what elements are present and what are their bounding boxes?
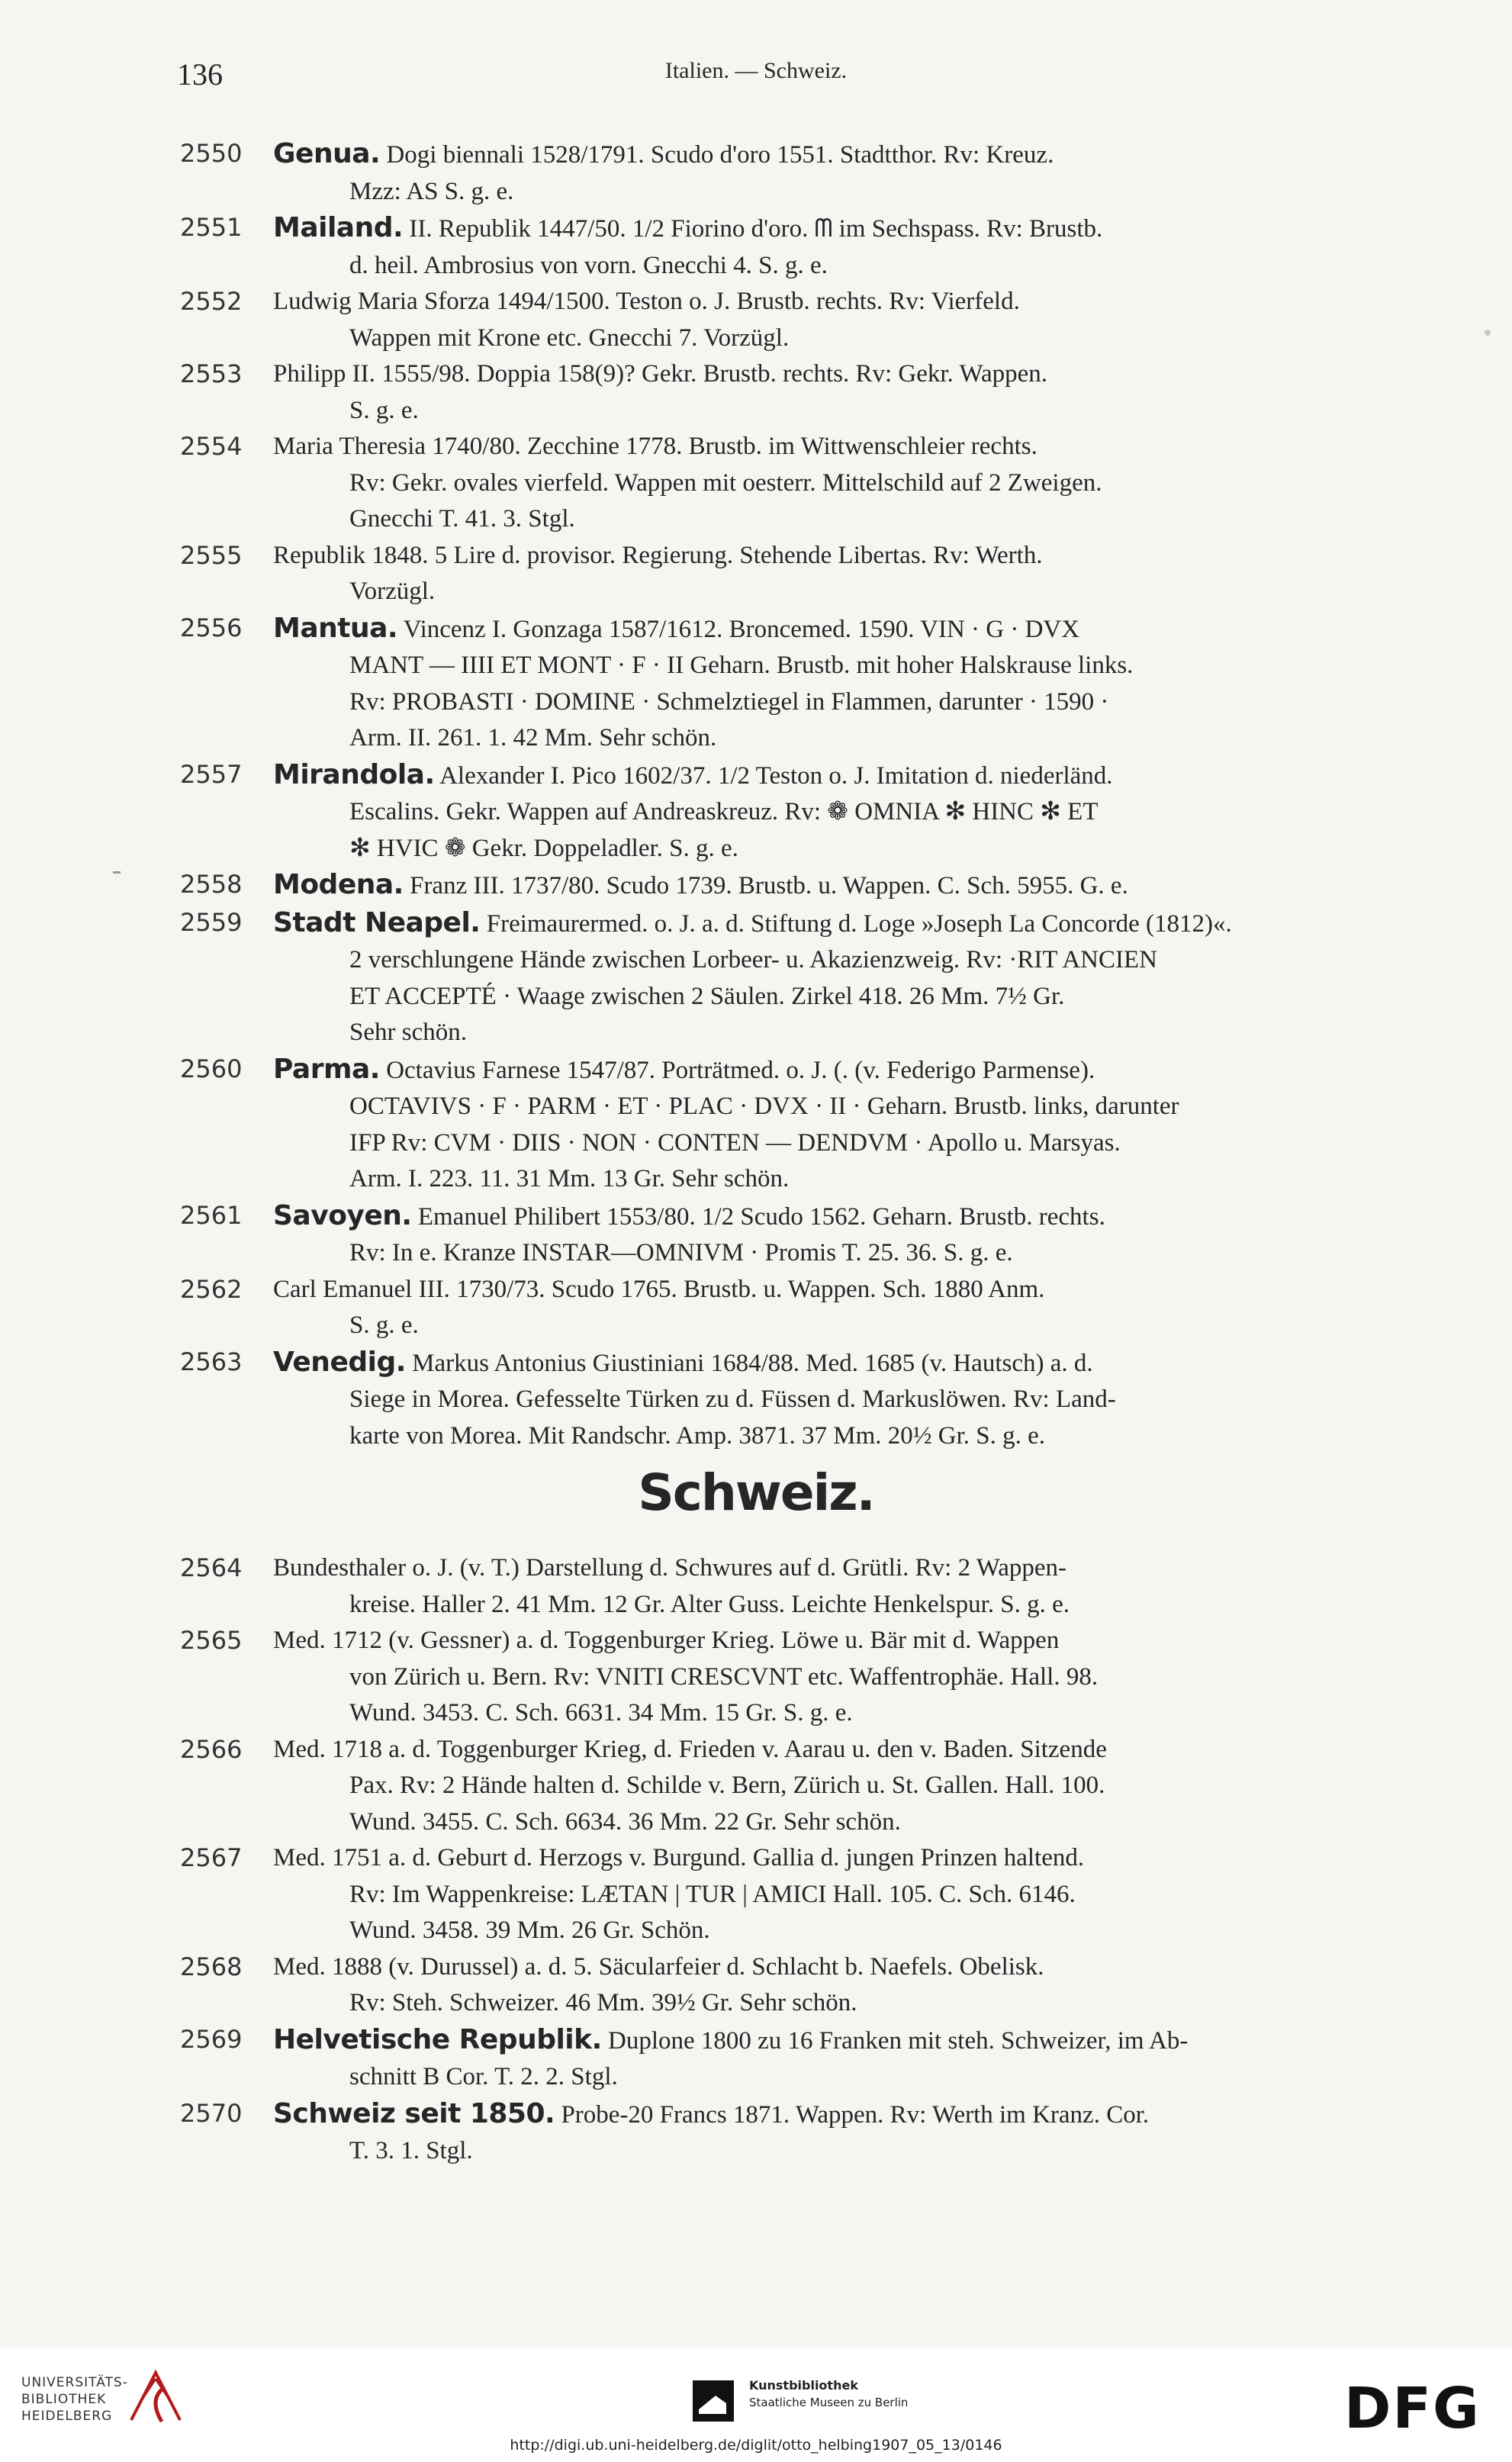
lot-entry [0, 284, 1512, 356]
lot-number: 2551 [180, 213, 243, 242]
lot-text-line: ET ACCEPTÉ · Waage zwischen 2 Säulen. Zirkel 418. 26 Mm. 7½ Gr. [349, 982, 1065, 1010]
lot-description [273, 1550, 1463, 1623]
lot-number: 2559 [180, 907, 243, 937]
lot-number: 2553 [180, 359, 243, 388]
lot-heading: Stadt Neapel. [273, 906, 481, 938]
university-logo-icon [127, 2367, 185, 2428]
lot-text-line: Wappen mit Krone etc. Gnecchi 7. Vorzügl. [349, 323, 790, 352]
lot-heading: Helvetische Republik. [273, 2023, 602, 2055]
lot-text-line: Sehr schön. [349, 1019, 467, 1046]
lot-text-line: Probe-20 Francs 1871. Wappen. Rv: Werth im Kranz. Cor. [561, 2100, 1150, 2129]
lot-number: 2568 [180, 1952, 243, 1981]
kunstbibliothek-logo-icon [693, 2380, 734, 2422]
lot-heading: Mantua. [273, 612, 398, 644]
lot-text-line: 2 verschlungene Hände zwischen Lorbeer- u. Akazienzweig. Rv: ·RIT ANCIEN [349, 946, 1157, 974]
running-head: Italien. — Schweiz. [664, 58, 848, 83]
lot-text-line: Rv: In e. Kranze INSTAR—OMNIVM · Promis T. 25. 36. S. g. e. [349, 1239, 1013, 1266]
lot-text-line: S. g. e. [349, 396, 419, 424]
lot-entry [0, 757, 1512, 867]
lot-text-line: von Zürich u. Bern. Rv: VNITI CRESCVNT etc. Waffentrophäe. Hall. 98. [349, 1662, 1099, 1691]
dfg-logo: DFG [1344, 2376, 1481, 2441]
lot-text-line: Philipp II. 1555/98. Doppia 158(9)? Gekr. Brustb. rechts. Rv: Gekr. Wappen. [273, 360, 1048, 388]
lot-text-line: kreise. Haller 2. 41 Mm. 12 Gr. Alter Guss. Leichte Henkelspur. S. g. e. [349, 1590, 1070, 1618]
lot-text-line: Vorzügl. [349, 578, 436, 605]
lot-text-line: Wund. 3453. C. Sch. 6631. 34 Mm. 15 Gr. S. g. e. [349, 1699, 853, 1727]
lot-description [273, 1051, 1463, 1198]
lot-text-line: Maria Theresia 1740/80. Zecchine 1778. Brustb. im Wittwenschleier rechts. [273, 433, 1037, 460]
lot-text-line: Med. 1712 (v. Gessner) a. d. Toggenburger Krieg. Löwe u. Bär mit d. Wappen [273, 1627, 1060, 1654]
lot-text-line: OCTAVIVS · F · PARM · ET · PLAC · DVX · II · Geharn. Brustb. links, darunter [349, 1093, 1179, 1120]
lot-entry [0, 1550, 1512, 1623]
lot-number: 2552 [180, 287, 243, 316]
lot-number: 2550 [180, 139, 243, 168]
lot-text-line: Gnecchi T. 41. 3. Stgl. [349, 505, 575, 533]
lot-description [273, 757, 1463, 867]
lot-text-line: T. 3. 1. Stgl. [349, 2137, 473, 2164]
university-line: HEIDELBERG [21, 2409, 113, 2424]
lot-entry [0, 610, 1512, 757]
lot-entry [0, 1949, 1512, 2022]
lot-number: 2565 [180, 1626, 243, 1655]
lot-text-line: Arm. I. 223. 11. 31 Mm. 13 Gr. Sehr schön. [349, 1165, 790, 1192]
lot-entry [0, 2096, 1512, 2170]
lot-number: 2560 [180, 1054, 243, 1083]
lot-entry [0, 1051, 1512, 1198]
lot-text-line: IFP Rv: CVM · DIIS · NON · CONTEN — DENDVM · Apollo u. Marsyas. [349, 1128, 1121, 1157]
lot-heading: Mailand. [273, 212, 404, 243]
lot-text-line: Pax. Rv: 2 Hände halten d. Schilde v. Bern, Zürich u. St. Gallen. Hall. 100. [349, 1772, 1105, 1799]
lot-entry [0, 210, 1512, 284]
lot-description [273, 1732, 1463, 1841]
lot-description [273, 210, 1463, 284]
lot-number: 2562 [180, 1274, 243, 1304]
lot-number: 2556 [180, 613, 243, 642]
lot-number: 2558 [180, 870, 243, 899]
lot-text-line: Bundesthaler o. J. (v. T.) Darstellung d. Schwures auf d. Grütli. Rv: 2 Wappen- [273, 1554, 1067, 1582]
lot-description [273, 1949, 1463, 2022]
lot-entry [0, 867, 1512, 905]
lot-text-line: S. g. e. [349, 1311, 419, 1339]
lot-text-line: Med. 1751 a. d. Geburt d. Herzogs v. Burgund. Gallia d. jungen Prinzen haltend. [273, 1844, 1085, 1871]
lot-number: 2557 [180, 759, 243, 789]
lot-text-line: karte von Morea. Mit Randschr. Amp. 3871. 37 Mm. 20½ Gr. S. g. e. [349, 1421, 1046, 1450]
lot-text-line: Freimaurermed. o. J. a. d. Stiftung d. Loge »Joseph La Concorde (1812)«. [486, 909, 1232, 938]
lot-text-line: MANT — IIII ET MONT · F · II Geharn. Brustb. mit hoher Halskrause links. [349, 652, 1134, 679]
kunstbibliothek-subtitle: Staatliche Museen zu Berlin [749, 2396, 909, 2409]
lot-text-line: Rv: Im Wappenkreise: LÆTAN | TUR | AMICI Hall. 105. C. Sch. 6146. [349, 1880, 1076, 1908]
lot-text-line: Octavius Farnese 1547/87. Porträtmed. o. J. (. (v. Federigo Parmense). [386, 1056, 1095, 1084]
lot-text-line: Franz III. 1737/80. Scudo 1739. Brustb. u. Wappen. C. Sch. 5955. G. e. [410, 872, 1128, 900]
lot-description [273, 136, 1463, 210]
lot-text-line: Med. 1718 a. d. Toggenburger Krieg, d. Frieden v. Aarau u. den v. Baden. Sitzende [273, 1735, 1107, 1763]
lot-text-line: Alexander I. Pico 1602/37. 1/2 Teston o. J. Imitation d. niederländ. [439, 761, 1113, 790]
lot-number: 2554 [180, 432, 243, 461]
lot-number: 2555 [180, 540, 243, 570]
lot-number: 2564 [180, 1553, 243, 1582]
lot-description [273, 1198, 1463, 1272]
university-library-name [21, 2374, 128, 2425]
lot-text-line: ✻ HVIC ❁ Gekr. Doppeladler. S. g. e. [349, 834, 738, 862]
lot-description [273, 1272, 1463, 1344]
kunstbibliothek-label [749, 2377, 908, 2411]
lot-text-line: Ludwig Maria Sforza 1494/1500. Teston o. J. Brustb. rechts. Rv: Vierfeld. [273, 288, 1020, 315]
lot-list-swiss [0, 1550, 1512, 2170]
lot-text-line: Arm. II. 261. 1. 42 Mm. Sehr schön. [349, 724, 717, 751]
lot-text-line: Vincenz I. Gonzaga 1587/1612. Broncemed. 1590. VIN · G · DVX [403, 615, 1080, 643]
source-url[interactable]: http://digi.ub.uni-heidelberg.de/diglit/otto_helbing1907_05_13/0146 [510, 2437, 1002, 2454]
lot-number: 2569 [180, 2024, 243, 2054]
lot-text-line: Rv: PROBASTI · DOMINE · Schmelztiegel in Flammen, darunter · 1590 · [349, 687, 1109, 716]
lot-text-line: Siege in Morea. Gefesselte Türken zu d. Füssen d. Markuslöwen. Rv: Land- [349, 1385, 1116, 1413]
lot-number: 2566 [180, 1734, 243, 1764]
lot-text-line: Carl Emanuel III. 1730/73. Scudo 1765. Brustb. u. Wappen. Sch. 1880 Anm. [273, 1275, 1045, 1303]
lot-heading: Schweiz seit 1850. [273, 2097, 555, 2129]
lot-heading: Genua. [273, 138, 381, 169]
lot-entry [0, 1272, 1512, 1344]
lot-text-line: Republik 1848. 5 Lire d. provisor. Regierung. Stehende Libertas. Rv: Werth. [273, 541, 1043, 569]
lot-description [273, 1840, 1463, 1949]
lot-entry [0, 905, 1512, 1051]
lot-text-line: d. heil. Ambrosius von vorn. Gnecchi 4. S. g. e. [349, 251, 828, 279]
lot-description [273, 905, 1463, 1051]
lot-entry [0, 1840, 1512, 1949]
lot-number: 2567 [180, 1843, 243, 1872]
lot-number: 2561 [180, 1200, 243, 1230]
lot-description [273, 538, 1463, 610]
lot-text-line: Emanuel Philibert 1553/80. 1/2 Scudo 1562. Geharn. Brustb. rechts. [417, 1202, 1105, 1231]
lot-description [273, 610, 1463, 757]
lot-entry [0, 2022, 1512, 2096]
lot-text-line: Escalins. Gekr. Wappen auf Andreaskreuz. Rv: ❁ OMNIA ✻ HINC ✻ ET [349, 798, 1099, 825]
lot-number: 2563 [180, 1347, 243, 1376]
university-line: BIBLIOTHEK [21, 2392, 107, 2407]
margin-dash [113, 871, 121, 874]
lot-entry [0, 429, 1512, 538]
lot-entry [0, 136, 1512, 210]
lot-entry [0, 538, 1512, 610]
lot-description [273, 2096, 1463, 2170]
kunstbibliothek-title: Kunstbibliothek [749, 2378, 858, 2393]
lot-text-line: Rv: Gekr. ovales vierfeld. Wappen mit oesterr. Mittelschild auf 2 Zweigen. [349, 468, 1102, 497]
lot-list-italy [0, 136, 1512, 1454]
lot-text-line: Med. 1888 (v. Durussel) a. d. 5. Säcularfeier d. Schlacht b. Naefels. Obelisk. [273, 1952, 1044, 1981]
lot-description [273, 1623, 1463, 1732]
lot-text-line: Mzz: AS S. g. e. [349, 177, 514, 205]
lot-heading: Mirandola. [273, 758, 435, 790]
lot-heading: Venedig. [273, 1346, 406, 1378]
university-line: UNIVERSITÄTS- [21, 2375, 128, 2390]
lot-entry [0, 1623, 1512, 1732]
page-number: 136 [177, 57, 223, 92]
lot-description [273, 2022, 1463, 2096]
lot-entry [0, 1344, 1512, 1455]
lot-description [273, 1344, 1463, 1455]
lot-description [273, 284, 1463, 356]
lot-text-line: schnitt B Cor. T. 2. 2. Stgl. [349, 2063, 618, 2090]
lot-entry [0, 1198, 1512, 1272]
lot-text-line: II. Republik 1447/50. 1/2 Fiorino d'oro. ᗰ im Sechspass. Rv: Brustb. [409, 215, 1103, 243]
lot-entry [0, 356, 1512, 429]
lot-heading: Modena. [273, 869, 404, 900]
lot-text-line: Wund. 3455. C. Sch. 6634. 36 Mm. 22 Gr. Sehr schön. [349, 1807, 901, 1836]
lot-entry [0, 1732, 1512, 1841]
lot-number: 2570 [180, 2098, 243, 2128]
margin-dot [1485, 330, 1491, 336]
lot-heading: Savoyen. [273, 1199, 412, 1231]
lot-text-line: Markus Antonius Giustiniani 1684/88. Med. 1685 (v. Hautsch) a. d. [412, 1349, 1093, 1377]
lot-description [273, 356, 1463, 429]
lot-text-line: Rv: Steh. Schweizer. 46 Mm. 39½ Gr. Sehr schön. [349, 1989, 857, 2016]
lot-heading: Parma. [273, 1053, 380, 1085]
lot-text-line: Dogi biennali 1528/1791. Scudo d'oro 1551. Stadtthor. Rv: Kreuz. [386, 141, 1054, 169]
lot-description [273, 429, 1463, 538]
section-title: Schweiz. [638, 1463, 874, 1522]
lot-description [273, 867, 1463, 905]
lot-text-line: Wund. 3458. 39 Mm. 26 Gr. Schön. [349, 1916, 710, 1944]
lot-text-line: Duplone 1800 zu 16 Franken mit steh. Schweizer, im Ab- [608, 2026, 1189, 2055]
